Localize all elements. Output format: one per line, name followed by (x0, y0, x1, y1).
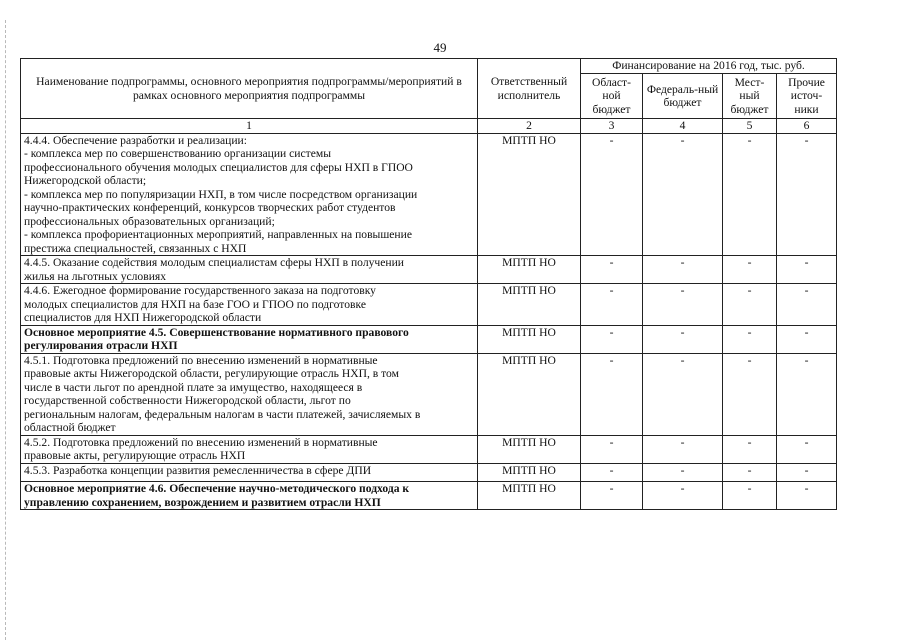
activity-name-line: Нижегородской области; (24, 174, 147, 187)
activity-name-line: 4.4.4. Обеспечение разработки и реализации: (24, 133, 247, 147)
regional-budget-value: - (581, 435, 643, 463)
local-budget-value: - (723, 256, 777, 284)
activity-name (21, 133, 478, 256)
activity-name-line: регулирования отрасли НХП (24, 339, 178, 352)
activity-name-line: - комплекса мер по популяризации НХП, в том числе посредством организации (24, 187, 418, 201)
responsible-executor: МПТП НО (478, 482, 581, 510)
financing-table (20, 58, 837, 510)
activity-name-line: 4.4.5. Оказание содействия молодым специалистам сферы НХП в получении (24, 256, 404, 269)
activity-name-line: молодых специалистов для НХП на базе ГОО и ГПОО по подготовке (24, 297, 366, 311)
activity-name-line: государственной собственности Нижегородской области, льгот по (24, 394, 351, 407)
activity-name-line: 4.4.6. Ежегодное формирование государственного заказа на подготовку (24, 284, 376, 297)
other-sources-value: - (777, 325, 837, 353)
responsible-executor: МПТП НО (478, 133, 581, 256)
local-budget-value: - (723, 133, 777, 256)
local-budget-value: - (723, 435, 777, 463)
header-other-sources: Прочие источ-ники (777, 74, 837, 119)
activity-name (21, 435, 478, 463)
federal-budget-value: - (643, 353, 723, 435)
header-federal-budget: Федераль-ный бюджет (643, 74, 723, 119)
activity-name-line: - комплекса профориентационных мероприятий, направленных на повышение (24, 228, 412, 241)
activity-name (21, 284, 478, 326)
activity-name-line: профессионального обучения молодых специалистов для сферы НХП в ГПОО (24, 160, 413, 174)
activity-name-line: - комплекса мер по совершенствованию организации системы (24, 147, 331, 160)
column-number: 2 (478, 119, 581, 134)
activity-name-line: областной бюджет (24, 421, 116, 434)
header-local-budget: Мест-ный бюджет (723, 74, 777, 119)
table-row (21, 353, 837, 435)
responsible-executor: МПТП НО (478, 284, 581, 326)
table-row (21, 482, 837, 510)
table-row (21, 463, 837, 482)
activity-name-line: 4.5.2. Подготовка предложений по внесению изменений в нормативные (24, 435, 378, 449)
page-binding-edge (5, 20, 6, 640)
activity-name-line: 4.5.3. Разработка концепции развития ремесленничества в сфере ДПИ (24, 463, 372, 477)
other-sources-value: - (777, 353, 837, 435)
local-budget-value: - (723, 482, 777, 510)
column-number: 6 (777, 119, 837, 134)
table-row (21, 325, 837, 353)
responsible-executor: МПТП НО (478, 325, 581, 353)
activity-name-line: числе в части льгот по арендной плате за имущество, находящееся в (24, 380, 363, 394)
federal-budget-value: - (643, 325, 723, 353)
table-row (21, 133, 837, 256)
activity-name-line: научно-практических конференций, конкурсов творческих работ студентов (24, 201, 396, 214)
other-sources-value: - (777, 284, 837, 326)
local-budget-value: - (723, 284, 777, 326)
activity-name (21, 256, 478, 284)
regional-budget-value: - (581, 256, 643, 284)
other-sources-value: - (777, 482, 837, 510)
federal-budget-value: - (643, 256, 723, 284)
other-sources-value: - (777, 435, 837, 463)
column-number: 5 (723, 119, 777, 134)
page-number: 49 (433, 40, 447, 55)
local-budget-value: - (723, 325, 777, 353)
activity-name-line: региональным налогам, федеральным налогам в части платежей, зачисляемых в (24, 407, 421, 421)
table-row (21, 435, 837, 463)
local-budget-value: - (723, 353, 777, 435)
activity-name (21, 463, 478, 482)
activity-name (21, 325, 478, 353)
activity-name (21, 353, 478, 435)
header-name: Наименование подпрограммы, основного мероприятия подпрограммы/мероприятий в рамках основного мероприятия подпрограммы (21, 59, 478, 119)
column-number-row (21, 119, 837, 134)
column-number: 1 (21, 119, 478, 134)
activity-name-line: Основное мероприятие 4.6. Обеспечение научно-методического подхода к (24, 482, 410, 495)
regional-budget-value: - (581, 325, 643, 353)
responsible-executor: МПТП НО (478, 463, 581, 482)
responsible-executor: МПТП НО (478, 256, 581, 284)
header-financing: Финансирование на 2016 год, тыс. руб. (581, 59, 837, 74)
federal-budget-value: - (643, 133, 723, 256)
activity-name-line: профессиональных образовательных организаций; (24, 214, 275, 228)
local-budget-value: - (723, 463, 777, 482)
federal-budget-value: - (643, 463, 723, 482)
header-responsible: Ответственный исполнитель (478, 59, 581, 119)
activity-name-line: правовые акты Нижегородской области, регулирующие отрасль НХП, в том (24, 367, 399, 380)
responsible-executor: МПТП НО (478, 435, 581, 463)
table-row (21, 256, 837, 284)
regional-budget-value: - (581, 133, 643, 256)
table-body (21, 133, 837, 510)
activity-name-line: Основное мероприятие 4.5. Совершенствование нормативного правового (24, 325, 409, 339)
regional-budget-value: - (581, 482, 643, 510)
federal-budget-value: - (643, 284, 723, 326)
regional-budget-value: - (581, 353, 643, 435)
activity-name-line: 4.5.1. Подготовка предложений по внесению изменений в нормативные (24, 353, 378, 367)
activity-name-line: правовые акты, регулирующие отрасль НХП (24, 449, 246, 462)
federal-budget-value: - (643, 482, 723, 510)
column-number: 3 (581, 119, 643, 134)
responsible-executor: МПТП НО (478, 353, 581, 435)
regional-budget-value: - (581, 463, 643, 482)
other-sources-value: - (777, 133, 837, 256)
federal-budget-value: - (643, 435, 723, 463)
activity-name-line: престижа специальностей, связанных с НХП (24, 241, 247, 255)
table-row (21, 284, 837, 326)
activity-name (21, 482, 478, 510)
activity-name-line: жилья на льготных условиях (24, 269, 167, 283)
other-sources-value: - (777, 256, 837, 284)
header-row-top (21, 59, 837, 74)
column-number: 4 (643, 119, 723, 134)
other-sources-value: - (777, 463, 837, 482)
activity-name-line: специалистов для НХП Нижегородской области (24, 311, 262, 324)
header-regional-budget: Област-ной бюджет (581, 74, 643, 119)
activity-name-line: управлению сохранением, возрождением и развитием отрасли НХП (24, 495, 381, 509)
regional-budget-value: - (581, 284, 643, 326)
